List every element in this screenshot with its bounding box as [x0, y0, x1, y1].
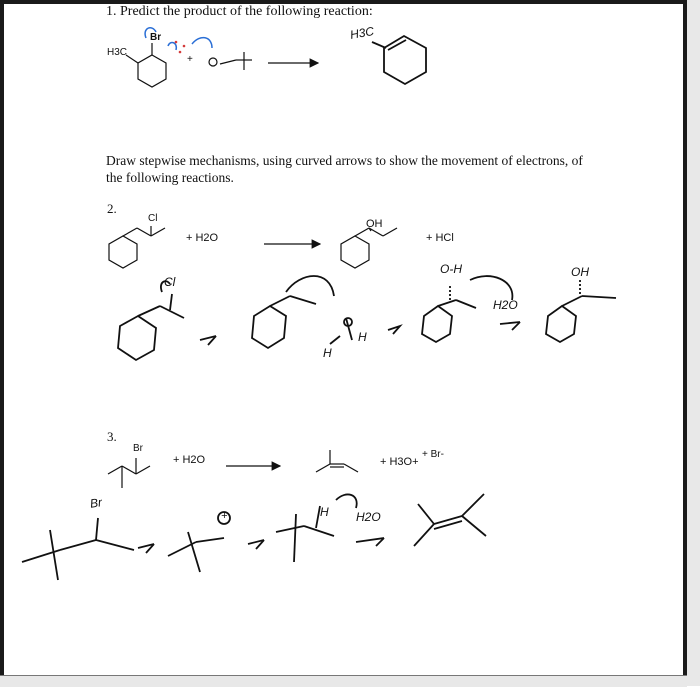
q2-product-oh: OH	[366, 218, 383, 230]
q3-mechanism	[22, 494, 486, 580]
q2-reagent: + H2O	[186, 232, 219, 244]
q1-bromine-label: Br	[150, 32, 162, 43]
q2-chlorine-label: Cl	[148, 213, 158, 224]
q3-byproduct-hydronium: + H3O+	[380, 456, 419, 468]
q2-hw-water: H2O	[493, 298, 518, 312]
question-2-number: 2.	[107, 201, 117, 216]
q3-hw-carbocation-charge: +	[221, 510, 228, 522]
q2-hw-chloride: Cl	[164, 275, 176, 289]
q3-hw-water: H2O	[356, 510, 381, 524]
q2-hw-oxonium: O-H	[440, 262, 462, 276]
q2-hw-hydrogen-left: H	[323, 346, 332, 360]
instructions: Draw stepwise mechanisms, using curved arrows to show the movement of electrons, of the following reactions.	[106, 153, 583, 185]
q3-hw-bromide: Br	[89, 495, 103, 511]
q3-hw-hydrogen: H	[320, 505, 329, 519]
q1-product-ring	[372, 36, 426, 84]
q3-byproduct-bromide: + Br-	[422, 449, 444, 460]
q2-byproduct: + HCl	[426, 232, 454, 244]
question-3-number: 3.	[107, 429, 117, 444]
q2-product	[341, 228, 397, 268]
q2-hw-hydrogen-right: H	[358, 330, 367, 344]
q2-mechanism	[118, 276, 616, 360]
q1-annotations	[145, 28, 212, 50]
q1-reactant-ring	[126, 43, 166, 87]
q1-tert-butoxide	[209, 52, 252, 70]
q3-bromine-label: Br	[133, 443, 143, 454]
q3-product	[316, 450, 358, 472]
q3-reagent: + H2O	[173, 454, 206, 466]
q3-reactant	[108, 458, 150, 488]
q2-hw-final-oh: OH	[571, 265, 589, 279]
question-1-prompt: 1. Predict the product of the following reaction:	[106, 4, 373, 19]
q2-reactant	[109, 226, 165, 268]
q1-methyl-label: H3C	[107, 47, 128, 58]
q1-plus: +	[187, 54, 193, 65]
q1-handwritten-methyl: H3C	[348, 24, 376, 42]
